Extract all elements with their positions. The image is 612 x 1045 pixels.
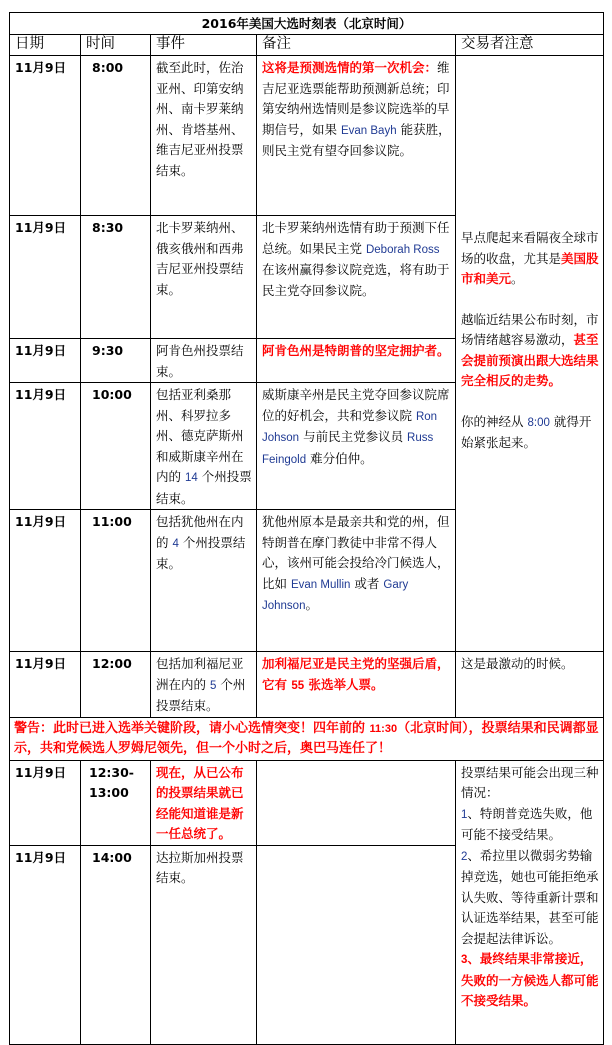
- candidate-name: Evan Bayh: [340, 124, 397, 137]
- row-notes: 威斯康辛州是民主党夺回参议院席位的好机会，共和党参议院 Ron Johson 与前民主党参议员 Russ Feingold 难分伯仲。: [257, 383, 456, 510]
- row-notes: 这将是预测选情的第一次机会：维吉尼亚选票能帮助预测新总统；印第安纳州选情则是参议院选举的早期信号，如果 Evan Bayh 能获胜，则民主党有望夺回参议院。: [257, 56, 456, 216]
- trader-highlight: 甚至会提前预演出跟大选结果完全相反的走势: [461, 332, 599, 388]
- row-date: 11月9日: [10, 510, 81, 652]
- table-row: [10, 652, 604, 718]
- row-time: 10:00: [81, 383, 151, 510]
- row-notes: 北卡罗莱纳州选情有助于预测下任总统。如果民主党 Deborah Ross 在该州赢得参议院竞选，将有助于民主党夺回参议院。: [257, 216, 456, 339]
- row-event: 截至此时，佐治亚州、印第安纳州、南卡罗莱纳州、肯塔基州、维吉尼亚州投票结束。: [151, 56, 257, 216]
- row-event: 包括亚利桑那州、科罗拉多州、德克萨斯州和威斯康辛州在内的 14 个州投票结束。: [151, 383, 257, 510]
- trader-note-block-1: 早点爬起来看隔夜全球市场的收盘，尤其是美国股市和美元。 越临近结果公布时刻，市场情绪越容易激动，甚至会提前预演出跟大选结果完全相反的走势。 你的神经从 8:00 就得开始紧张起来。: [456, 56, 604, 652]
- candidate-name: Evan Mullin: [290, 578, 351, 591]
- row-time: 8:00: [81, 56, 151, 216]
- row-notes: [257, 845, 456, 1044]
- candidate-name: Gary Johnson: [262, 578, 409, 612]
- notes-highlight: 这将是预测选情的第一次机会：: [262, 60, 438, 75]
- candidate-name: Ron Johson: [262, 410, 438, 444]
- row-notes: 加利福尼亚是民主党的坚强后盾，它有 55 张选举人票。: [257, 652, 456, 718]
- header-notes: 备注: [257, 35, 456, 56]
- candidate-name: Russ Feingold: [262, 432, 434, 466]
- header-date: 日期: [10, 35, 81, 56]
- row-date: 11月9日: [10, 383, 81, 510]
- row-notes: [257, 760, 456, 845]
- row-event: 北卡罗莱纳州、俄亥俄州和西弗吉尼亚州投票结束。: [151, 216, 257, 339]
- row-event: 达拉斯加州投票结束。: [151, 845, 257, 1044]
- trader-highlight: 美国股市和美元: [461, 250, 599, 286]
- header-event: 事件: [151, 35, 257, 56]
- row-event: 包括加利福尼亚洲在内的 5 个州投票结束。: [151, 652, 257, 718]
- row-event: 阿肯色州投票结束。: [151, 339, 257, 383]
- row-date: 11月9日: [10, 56, 81, 216]
- row-time: 9:30: [81, 339, 151, 383]
- row-time: 11:00: [81, 510, 151, 652]
- candidate-name: Deborah Ross: [365, 243, 440, 256]
- warning-text: 警告：此时已进入选举关键阶段，请小心选情突变！四年前的 11:30（北京时间），投票结果和民调都显示，共和党候选人罗姆尼领先，但一个小时之后，奥巴马连任了！: [10, 717, 604, 760]
- row-time: 14:00: [81, 845, 151, 1044]
- header-trader: 交易者注意: [456, 35, 604, 56]
- warning-row: [10, 717, 604, 760]
- trader-note-block-2: 投票结果可能会出现三种情况： 1、特朗普竞选失败，他可能不接受结果。 2、希拉里以微弱劣势输掉竞选，她也可能拒绝承认失败、等待重新计票和认证选举结果，甚至可能会提起法律诉讼。 3、最终结果非常接近，失败的一方候选人都可能不接受结果。: [456, 760, 604, 1044]
- row-event: 包括犹他州在内的 4 个州投票结束。: [151, 510, 257, 652]
- row-notes: 犹他州原本是最亲共和党的州，但特朗普在摩门教徒中非常不得人心，该州可能会投给冷门候选人，比如 Evan Mullin 或者 Gary Johnson。: [257, 510, 456, 652]
- election-schedule-table: [9, 12, 604, 1045]
- row-date: 11月9日: [10, 216, 81, 339]
- row-event: 现在，从已公布的投票结果就已经能知道谁是新一任总统了。: [151, 760, 257, 845]
- row-time: 12:30-13:00: [81, 760, 151, 845]
- row-date: 11月9日: [10, 845, 81, 1044]
- row-time: 8:30: [81, 216, 151, 339]
- table-title: 2016年美国大选时刻表（北京时间）: [10, 13, 604, 35]
- row-notes: 阿肯色州是特朗普的坚定拥护者。: [257, 339, 456, 383]
- row-time: 12:00: [81, 652, 151, 718]
- row-date: 11月9日: [10, 760, 81, 845]
- header-time: 时间: [81, 35, 151, 56]
- row-date: 11月9日: [10, 652, 81, 718]
- table-row: [10, 760, 604, 845]
- row-date: 11月9日: [10, 339, 81, 383]
- trader-note: 这是最激动的时候。: [456, 652, 604, 718]
- table-row: [10, 56, 604, 216]
